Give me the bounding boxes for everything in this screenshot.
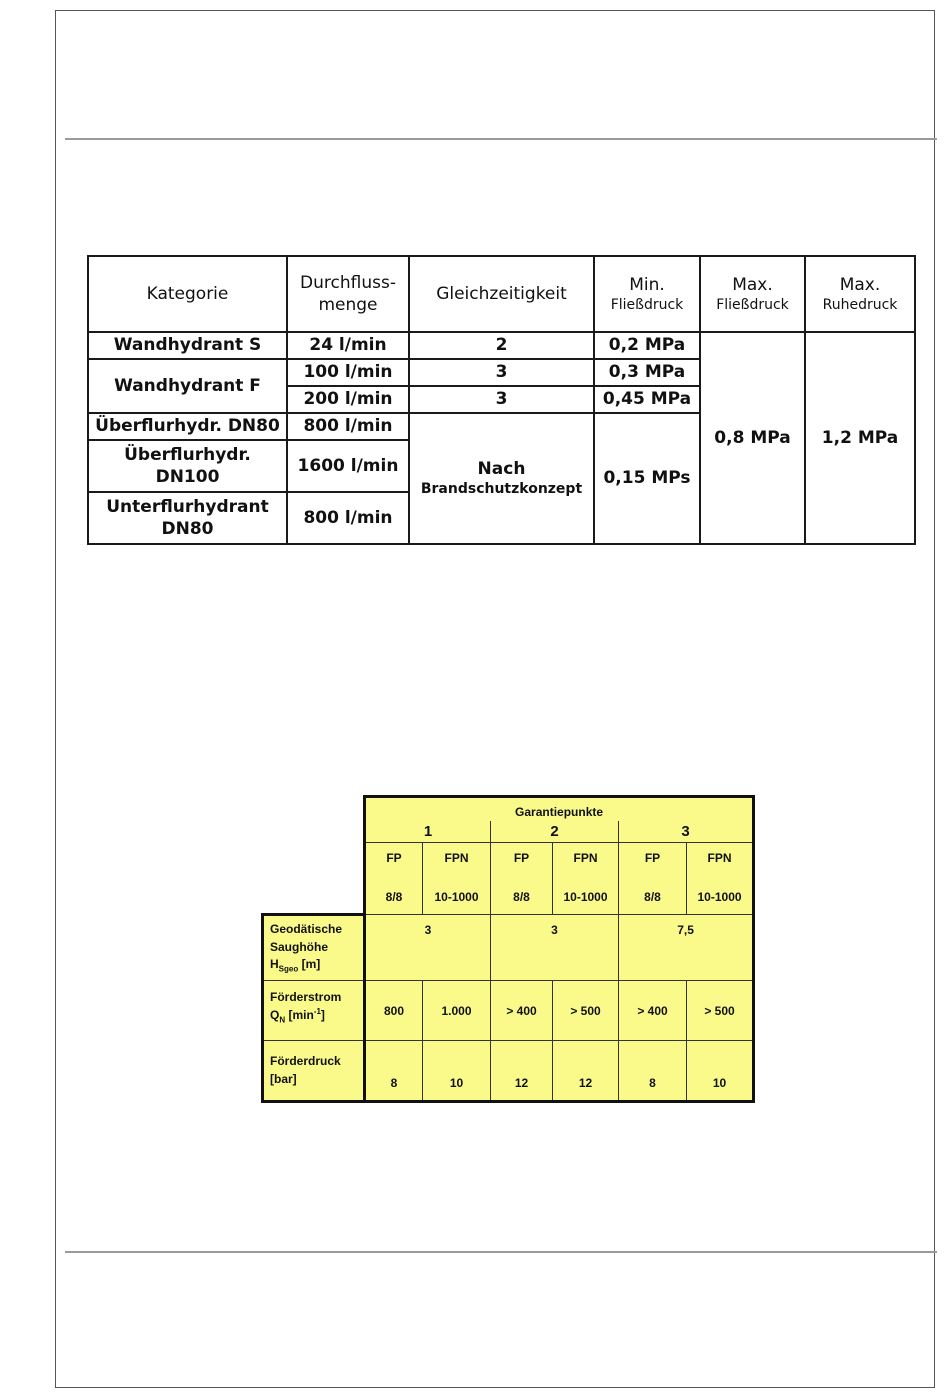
- row-label-saughoehe: Geodätische Saughöhe $H_{Sgeo}$ [m]: [263, 915, 365, 981]
- rating-cell: 10-1000: [553, 873, 619, 915]
- cell-max-fliessdruck: 0,8 MPa: [700, 332, 805, 544]
- cell-max-ruhedruck: 1,2 MPa: [805, 332, 915, 544]
- foerderstrom-value: 1.000: [423, 981, 491, 1041]
- cell-menge: 24 l/min: [287, 332, 409, 359]
- cell-min-fliessdruck: 0,2 MPa: [594, 332, 700, 359]
- header-max-ruhedruck: Max. Ruhedruck: [805, 256, 915, 332]
- table-row: [88, 332, 915, 359]
- foerderstrom-value: > 400: [619, 981, 687, 1041]
- subheader-fp: FP: [365, 843, 423, 873]
- header-kategorie: Kategorie: [88, 256, 287, 332]
- cell-min-fliessdruck: 0,45 MPa: [594, 386, 700, 413]
- cell-gleichzeitigkeit: 3: [409, 386, 594, 413]
- header-rule: [65, 138, 937, 140]
- group-2-label: 2: [491, 821, 619, 843]
- group-3-label: 3: [619, 821, 754, 843]
- cell-kategorie: Überflurhydr. DN100: [88, 440, 287, 492]
- foerderdruck-value: 8: [619, 1041, 687, 1102]
- subheader-fp: FP: [619, 843, 687, 873]
- cell-kategorie: Unterflurhydrant DN80: [88, 492, 287, 544]
- cell-kategorie: Wandhydrant F: [88, 359, 287, 413]
- footer-rule: [65, 1251, 937, 1253]
- header-durchflussmenge: Durchfluss- menge: [287, 256, 409, 332]
- garantiepunkte-title: Garantiepunkte: [365, 797, 754, 821]
- cell-gleichzeitigkeit-merged: [409, 413, 594, 544]
- cell-min-fliessdruck: 0,3 MPa: [594, 359, 700, 386]
- rating-cell: 8/8: [619, 873, 687, 915]
- foerderdruck-value: 12: [553, 1041, 619, 1102]
- rating-cell: 10-1000: [687, 873, 754, 915]
- cell-menge: 1600 l/min: [287, 440, 409, 492]
- cell-min-fliessdruck-merged: 0,15 MPs: [594, 413, 700, 544]
- saughoehe-value-1: 3: [365, 915, 491, 981]
- table-row: [263, 1041, 754, 1102]
- saughoehe-value-3: 7,5: [619, 915, 754, 981]
- hydrant-category-table: [87, 255, 916, 545]
- guarantee-points-table-wrap: [261, 795, 752, 1100]
- cell-gleichzeitigkeit: 2: [409, 332, 594, 359]
- cell-menge: 100 l/min: [287, 359, 409, 386]
- blank-corner: [263, 873, 365, 915]
- cell-menge: 200 l/min: [287, 386, 409, 413]
- foerderdruck-value: 12: [491, 1041, 553, 1102]
- rating-cell: 8/8: [491, 873, 553, 915]
- rating-cell: 10-1000: [423, 873, 491, 915]
- foerderdruck-value: 10: [423, 1041, 491, 1102]
- blank-corner: [263, 797, 365, 821]
- foerderdruck-value: 10: [687, 1041, 754, 1102]
- header-max-fliessdruck: Max. Fließdruck: [700, 256, 805, 332]
- guarantee-points-table: [261, 795, 755, 1103]
- blank-corner: [263, 821, 365, 843]
- table-row: [263, 915, 754, 981]
- cell-menge: 800 l/min: [287, 413, 409, 440]
- table-header-row: [88, 256, 915, 332]
- blank-corner: [263, 843, 365, 873]
- group-1-label: 1: [365, 821, 491, 843]
- subheader-fpn: FPN: [553, 843, 619, 873]
- foerderstrom-value: > 500: [687, 981, 754, 1041]
- header-min-fliessdruck: Min. Fließdruck: [594, 256, 700, 332]
- foerderdruck-value: 8: [365, 1041, 423, 1102]
- cell-kategorie: Wandhydrant S: [88, 332, 287, 359]
- foerderstrom-value: > 400: [491, 981, 553, 1041]
- foerderstrom-value: 800: [365, 981, 423, 1041]
- rating-cell: 8/8: [365, 873, 423, 915]
- brandschutzkonzept-text: Brandschutzkonzept: [420, 481, 583, 498]
- cell-kategorie: Überflurhydr. DN80: [88, 413, 287, 440]
- saughoehe-value-2: 3: [491, 915, 619, 981]
- foerderstrom-value: > 500: [553, 981, 619, 1041]
- subheader-fpn: FPN: [687, 843, 754, 873]
- cell-gleichzeitigkeit: 3: [409, 359, 594, 386]
- page-frame: [55, 10, 935, 1388]
- header-gleichzeitigkeit: Gleichzeitigkeit: [409, 256, 594, 332]
- row-label-foerderstrom: Förderstrom $Q_N$ $[\min^{-1}]$: [263, 981, 365, 1041]
- row-label-foerderdruck: Förderdruck [bar]: [263, 1041, 365, 1102]
- cell-menge: 800 l/min: [287, 492, 409, 544]
- table-row: [263, 981, 754, 1041]
- subheader-fp: FP: [491, 843, 553, 873]
- subheader-fpn: FPN: [423, 843, 491, 873]
- nach-text: Nach: [477, 459, 526, 480]
